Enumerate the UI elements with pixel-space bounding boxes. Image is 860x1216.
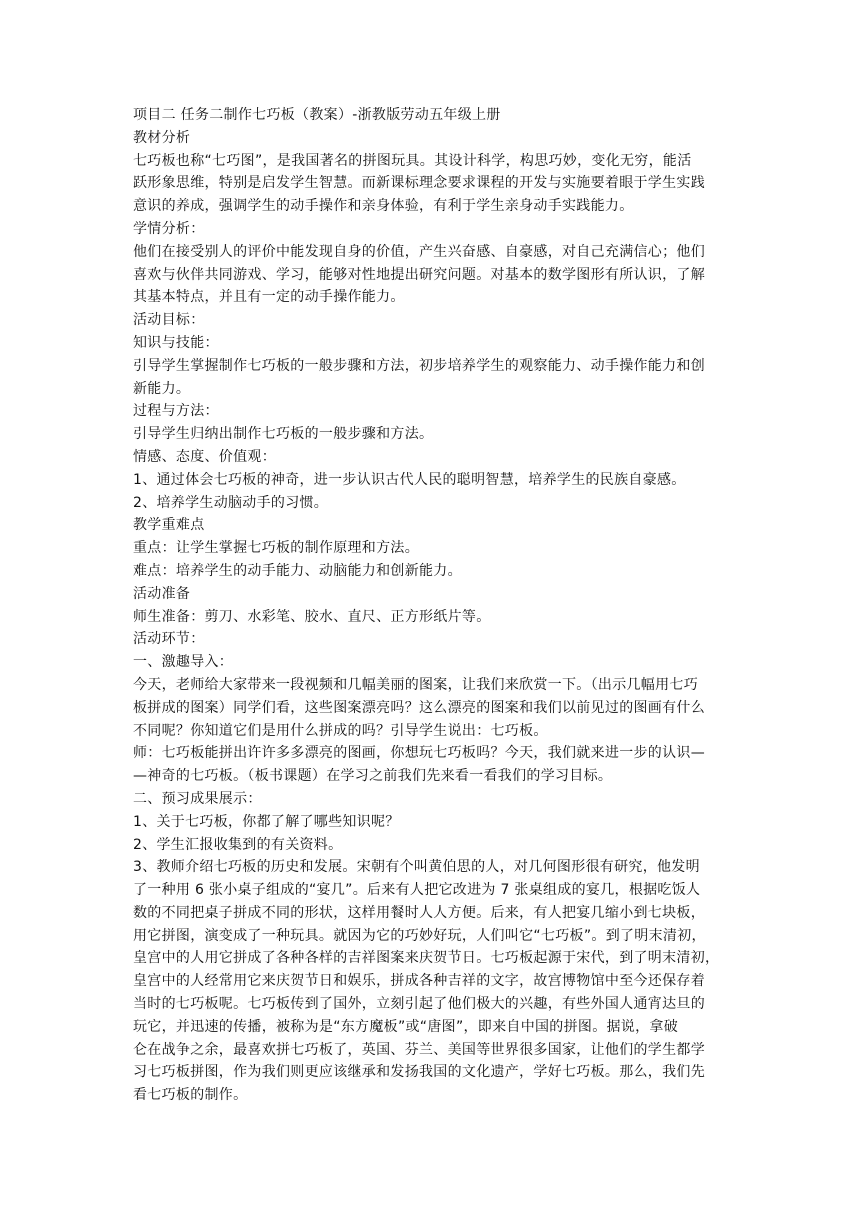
paragraph-line: 今天，老师给大家带来一段视频和几幅美丽的图案，让我们来欣赏一下。（出示几幅用七巧	[133, 676, 698, 693]
paragraph-line: 板拼成的图案）同学们看，这些图案漂亮吗？这么漂亮的图案和我们以前见过的图画有什么	[133, 699, 705, 716]
list-item: 2、培养学生动脑动手的习惯。	[133, 494, 329, 511]
paragraph-line: 其基本特点，并且有一定的动手操作能力。	[133, 289, 405, 306]
paragraph-line: 重点：让学生掌握七巧板的制作原理和方法。	[133, 540, 419, 557]
paragraph-line: 跃形象思维，特别是启发学生智慧。而新课标理念要求课程的开发与实施要着眼于学生实践	[133, 175, 705, 192]
list-item: 1、通过体会七巧板的神奇，进一步认识古代人民的聪明智慧，培养学生的民族自豪感。	[133, 471, 686, 488]
paragraph-line: 数的不同把桌子拼成不同的形状，这样用餐时人人方便。后来，有人把宴几缩小到七块板，	[133, 904, 705, 921]
list-item: 3、教师介绍七巧板的历史和发展。宋朝有个叫黄伯思的人，对几何图形很有研究，他发明	[133, 859, 700, 876]
subheading-preview-results: 二、预习成果展示：	[133, 790, 262, 807]
heading-key-difficulties: 教学重难点	[133, 517, 205, 534]
paragraph-line: 看七巧板的制作。	[133, 1087, 248, 1104]
paragraph-line: 他们在接受别人的评价中能发现自身的价值，产生兴奋感、自豪感，对自己充满信心；他们	[133, 243, 705, 260]
paragraph-line: 皇宫中的人用它拼成了各种各样的吉祥图案来庆贺节日。七巧板起源于宋代，到了明末清初，	[133, 950, 720, 967]
paragraph-line: 难点：培养学生的动手能力、动脑能力和创新能力。	[133, 562, 462, 579]
subheading-knowledge-skills: 知识与技能：	[133, 334, 219, 351]
paragraph-line: 用它拼图，演变成了一种玩具。就因为它的巧妙好玩，人们叫它“七巧板”。到了明末清初，	[133, 927, 706, 944]
subheading-process-method: 过程与方法：	[133, 403, 219, 420]
heading-activity-steps: 活动环节：	[133, 631, 205, 648]
paragraph-line: 引导学生掌握制作七巧板的一般步骤和方法，初步培养学生的观察能力、动手操作能力和创	[133, 357, 705, 374]
paragraph-line: 玩它，并迅速的传播，被称为是“东方魔板”或“唐图”，即来自中国的拼图。据说，拿破	[133, 1018, 679, 1035]
paragraph-line: —神奇的七巧板。（板书课题）在学习之前我们先来看一看我们的学习目标。	[133, 768, 613, 785]
paragraph-line: 新能力。	[133, 380, 191, 397]
heading-activity-goals: 活动目标：	[133, 312, 205, 329]
paragraph-line: 仑在战争之余，最喜欢拼七巧板了，英国、芬兰、美国等世界很多国家，让他们的学生都学	[133, 1041, 705, 1058]
paragraph-line: 习七巧板拼图，作为我们则更应该继承和发扬我国的文化遗产，学好七巧板。那么，我们先	[133, 1064, 705, 1081]
paragraph-line: 皇宫中的人经常用它来庆贺节日和娱乐，拼成各种吉祥的文字，故宫博物馆中至今还保存着	[133, 973, 705, 990]
paragraph-line: 当时的七巧板呢。七巧板传到了国外，立刻引起了他们极大的兴趣，有些外国人通宵达旦的	[133, 996, 705, 1013]
heading-student-analysis: 学情分析：	[133, 220, 205, 237]
paragraph-line: 了一种用 6 张小桌子组成的“宴几”。后来有人把它改进为 7 张桌组成的宴几，根据吃饭人	[133, 882, 701, 899]
subheading-intro: 一、激趣导入：	[133, 654, 234, 671]
paragraph-line: 引导学生归纳出制作七巧板的一般步骤和方法。	[133, 426, 434, 443]
paragraph-line: 不同呢？你知道它们是用什么拼成的吗？引导学生说出：七巧板。	[133, 722, 548, 739]
list-item: 1、关于七巧板，你都了解了哪些知识呢？	[133, 813, 400, 830]
subheading-emotion-values: 情感、态度、价值观：	[133, 448, 276, 465]
list-item: 2、学生汇报收集到的有关资料。	[133, 836, 343, 853]
paragraph-line: 师：七巧板能拼出许许多多漂亮的图画，你想玩七巧板吗？今天，我们就来进一步的认识—	[133, 745, 705, 762]
paragraph-line: 喜欢与伙伴共同游戏、学习，能够对性地提出研究问题。对基本的数学图形有所认识，了解	[133, 266, 705, 283]
paragraph-line: 师生准备：剪刀、水彩笔、胶水、直尺、正方形纸片等。	[133, 608, 491, 625]
document-title: 项目二 任务二制作七巧板（教案）-浙教版劳动五年级上册	[133, 107, 501, 123]
heading-activity-prep: 活动准备	[133, 585, 191, 602]
paragraph-line: 意识的养成，强调学生的动手操作和亲身体验，有利于学生亲身动手实践能力。	[133, 198, 634, 215]
paragraph-line: 七巧板也称“七巧图”，是我国著名的拼图玩具。其设计科学，构思巧妙，变化无穷，能活	[133, 152, 692, 169]
heading-textbook-analysis: 教材分析	[133, 129, 191, 146]
document-page	[133, 104, 733, 1107]
